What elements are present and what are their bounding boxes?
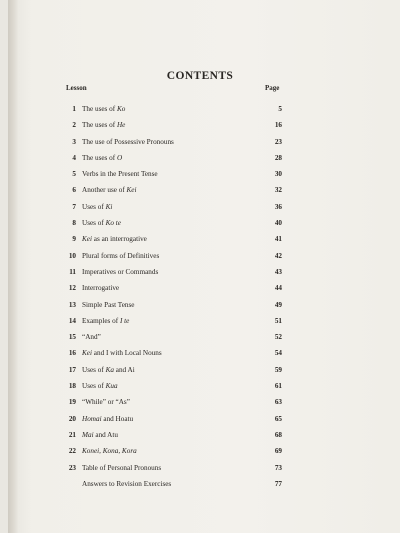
page-number: 36 <box>274 202 282 211</box>
lesson-title: Verbs in the Present Tense <box>82 170 158 179</box>
toc-row <box>8 134 400 150</box>
toc-row <box>8 411 400 427</box>
page-column-header: Page <box>265 84 280 92</box>
lesson-number: 22 <box>68 447 76 456</box>
lesson-title: Kei and I with Local Nouns <box>82 349 162 358</box>
toc-row <box>8 427 400 443</box>
page-number: 69 <box>274 447 282 456</box>
page-number: 49 <box>274 300 282 309</box>
lesson-title: Answers to Revision Exercises <box>82 479 172 488</box>
lesson-number: 16 <box>68 349 76 358</box>
toc-row <box>8 150 400 166</box>
page-number: 30 <box>274 170 282 179</box>
lesson-number: 12 <box>68 284 76 293</box>
toc-row <box>8 101 400 117</box>
lesson-number: 2 <box>72 121 76 130</box>
page-number: 28 <box>274 153 282 162</box>
lesson-title: Uses of Kua <box>82 382 118 391</box>
toc-row <box>8 182 400 198</box>
lesson-title: Table of Personal Pronouns <box>82 463 162 472</box>
lesson-title: Mai and Atu <box>82 430 118 439</box>
toc-row <box>8 345 400 361</box>
lesson-number: 17 <box>68 365 76 374</box>
lesson-title: The uses of He <box>82 121 126 130</box>
toc-row <box>8 215 400 231</box>
lesson-number: 14 <box>68 316 76 325</box>
toc-row <box>8 117 400 133</box>
page-number: 51 <box>274 316 282 325</box>
toc-row <box>8 280 400 296</box>
lesson-title: Another use of Kei <box>82 186 137 195</box>
lesson-number: 23 <box>68 463 76 472</box>
lesson-number: 19 <box>68 398 76 407</box>
toc-row <box>8 166 400 182</box>
lesson-title: Imperatives or Commands <box>82 267 159 276</box>
page-number: 41 <box>274 235 282 244</box>
lesson-number: 5 <box>72 170 76 179</box>
page-number: 63 <box>274 398 282 407</box>
lesson-title: Homai and Hoatu <box>82 414 134 423</box>
toc-row <box>8 329 400 345</box>
lesson-title: “While” or “As” <box>82 398 130 407</box>
page-number: 44 <box>274 284 282 293</box>
page-number: 42 <box>274 251 282 260</box>
page-title: CONTENTS <box>166 70 234 82</box>
lesson-title: Simple Past Tense <box>82 300 135 309</box>
lesson-title: Interrogative <box>82 284 120 293</box>
lesson-title: The uses of O <box>82 153 123 162</box>
lesson-title: Uses of Ki <box>82 202 113 211</box>
toc-row <box>8 460 400 476</box>
lesson-number: 13 <box>68 300 76 309</box>
lesson-number: 1 <box>72 105 76 113</box>
toc-row <box>8 313 400 329</box>
lesson-title: Plural forms of Definitives <box>82 251 160 260</box>
lesson-number: 7 <box>72 202 76 211</box>
page-number: 65 <box>274 414 282 423</box>
page-number: 52 <box>274 333 282 342</box>
lesson-title: Konei, Kona, Kora <box>82 447 137 456</box>
toc-row <box>8 394 400 410</box>
book-page <box>8 0 400 533</box>
toc-row <box>8 264 400 280</box>
toc-row <box>8 231 400 247</box>
lesson-number: 21 <box>68 430 76 439</box>
page-number: 16 <box>274 121 282 130</box>
page-number: 73 <box>274 463 282 472</box>
page-number: 77 <box>274 479 282 488</box>
lesson-number: 3 <box>72 137 76 146</box>
lesson-title: “And” <box>82 333 101 342</box>
lesson-number: 6 <box>72 186 76 195</box>
lesson-number: 20 <box>68 414 76 423</box>
page-number: 59 <box>274 365 282 374</box>
lesson-title: Examples of I te <box>82 316 130 325</box>
lesson-number: 4 <box>72 153 76 162</box>
lesson-number: 15 <box>68 333 76 342</box>
page-number: 61 <box>274 382 282 391</box>
page-number: 43 <box>274 267 282 276</box>
lesson-column-header: Lesson <box>66 84 87 92</box>
page-number: 54 <box>274 349 282 358</box>
toc-row <box>8 362 400 378</box>
lesson-title: Uses of Ko te <box>82 219 121 228</box>
toc-row <box>8 199 400 215</box>
table-of-contents <box>8 101 400 492</box>
lesson-title: Kei as an interrogative <box>82 235 147 244</box>
lesson-title: Uses of Ka and Ai <box>82 365 135 374</box>
toc-row <box>8 297 400 313</box>
lesson-number: 11 <box>69 267 76 276</box>
lesson-number: 9 <box>72 235 76 244</box>
lesson-title: The uses of Ko <box>82 105 126 113</box>
lesson-number: 8 <box>72 219 76 228</box>
toc-row <box>8 248 400 264</box>
toc-row <box>8 443 400 459</box>
lesson-number: 10 <box>68 251 76 260</box>
page-number: 40 <box>274 219 282 228</box>
page-number: 32 <box>274 186 282 195</box>
lesson-number: 18 <box>68 382 76 391</box>
toc-row <box>8 378 400 394</box>
lesson-title: The use of Possessive Pronouns <box>82 137 174 146</box>
toc-row <box>8 476 400 492</box>
page-number: 68 <box>274 430 282 439</box>
page-number: 5 <box>278 105 282 113</box>
page-number: 23 <box>274 137 282 146</box>
